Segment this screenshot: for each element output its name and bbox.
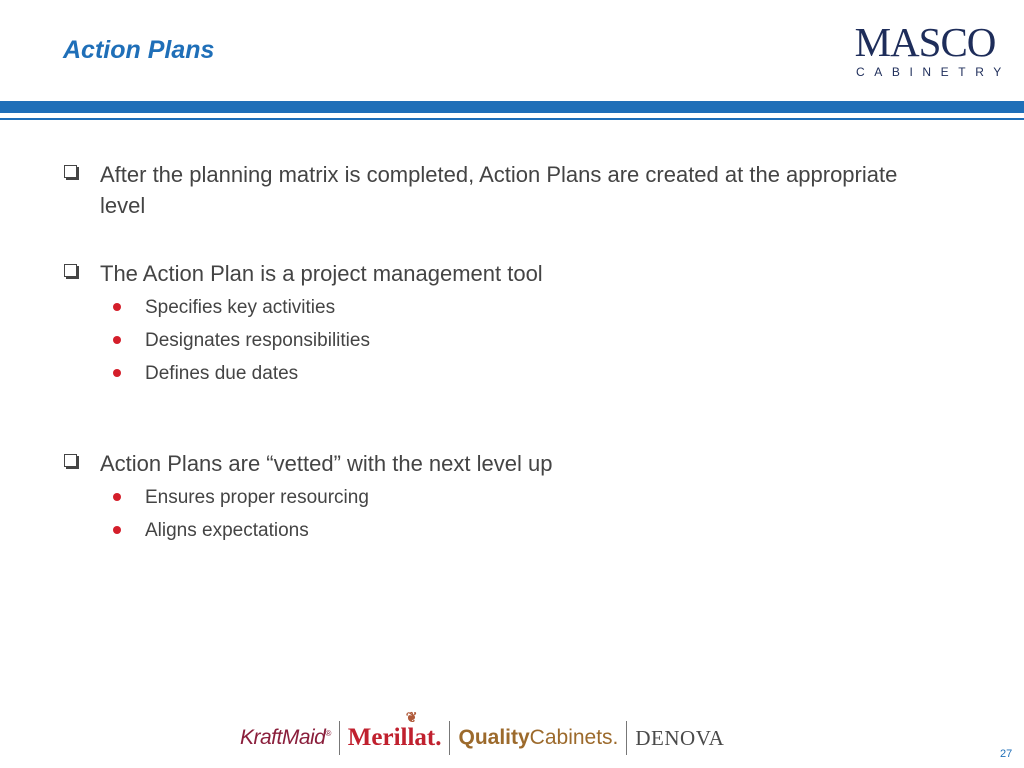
sub-bullet-item [113, 296, 335, 320]
sub-bullet-text: Defines due dates [145, 363, 299, 384]
logo-cabinetry-text: CABINETRY [856, 65, 1011, 79]
brand-divider [626, 721, 627, 755]
bullet-item [63, 159, 923, 221]
cabinets-text: Cabinets. [529, 726, 619, 749]
checkbox-square-icon [64, 165, 77, 178]
slide-title: Action Plans [63, 36, 215, 64]
bullet-text: After the planning matrix is completed, Action Plans are created at the appropriate level [100, 162, 898, 218]
sub-bullet-text: Aligns expectations [145, 520, 309, 541]
logo-masco-text: MASCO [854, 19, 996, 65]
red-dot-icon [113, 493, 121, 501]
checkbox-square-icon [64, 264, 77, 277]
page-number: 27 [1000, 748, 1013, 760]
sub-bullet-text: Ensures proper resourcing [145, 487, 369, 508]
brand-logos-bar [240, 713, 800, 763]
sub-bullet-item [113, 329, 370, 353]
brand-divider [339, 721, 340, 755]
bullet-item [63, 448, 923, 479]
red-dot-icon [113, 526, 121, 534]
bullet-item [63, 258, 923, 289]
kraftmaid-logo [240, 726, 331, 750]
quality-cabinets-logo [458, 726, 618, 750]
sub-bullet-text: Specifies key activities [145, 297, 336, 318]
masco-cabinetry-logo [850, 19, 1011, 79]
header-rule-thin [0, 118, 1024, 120]
kraftmaid-text: KraftMaid [240, 726, 326, 749]
merillat-logo [347, 711, 442, 752]
denova-logo: DENOVA [635, 725, 725, 750]
sub-bullet-item [113, 362, 298, 386]
quality-text: Quality [458, 726, 530, 749]
bullet-text: The Action Plan is a project management tool [100, 261, 543, 286]
red-dot-icon [113, 369, 121, 377]
red-dot-icon [113, 303, 121, 311]
header-rule-thick [0, 101, 1024, 113]
merillat-emblem-icon: ❦ [405, 711, 418, 726]
sub-bullet-text: Designates responsibilities [145, 330, 370, 351]
brand-divider [449, 721, 450, 755]
merillat-text: Merillat. [347, 724, 442, 751]
sub-bullet-item [113, 486, 369, 510]
bullet-text: Action Plans are “vetted” with the next level up [100, 451, 553, 476]
registered-mark: ® [325, 729, 331, 738]
sub-bullet-item [113, 519, 309, 543]
checkbox-square-icon [64, 454, 77, 467]
red-dot-icon [113, 336, 121, 344]
